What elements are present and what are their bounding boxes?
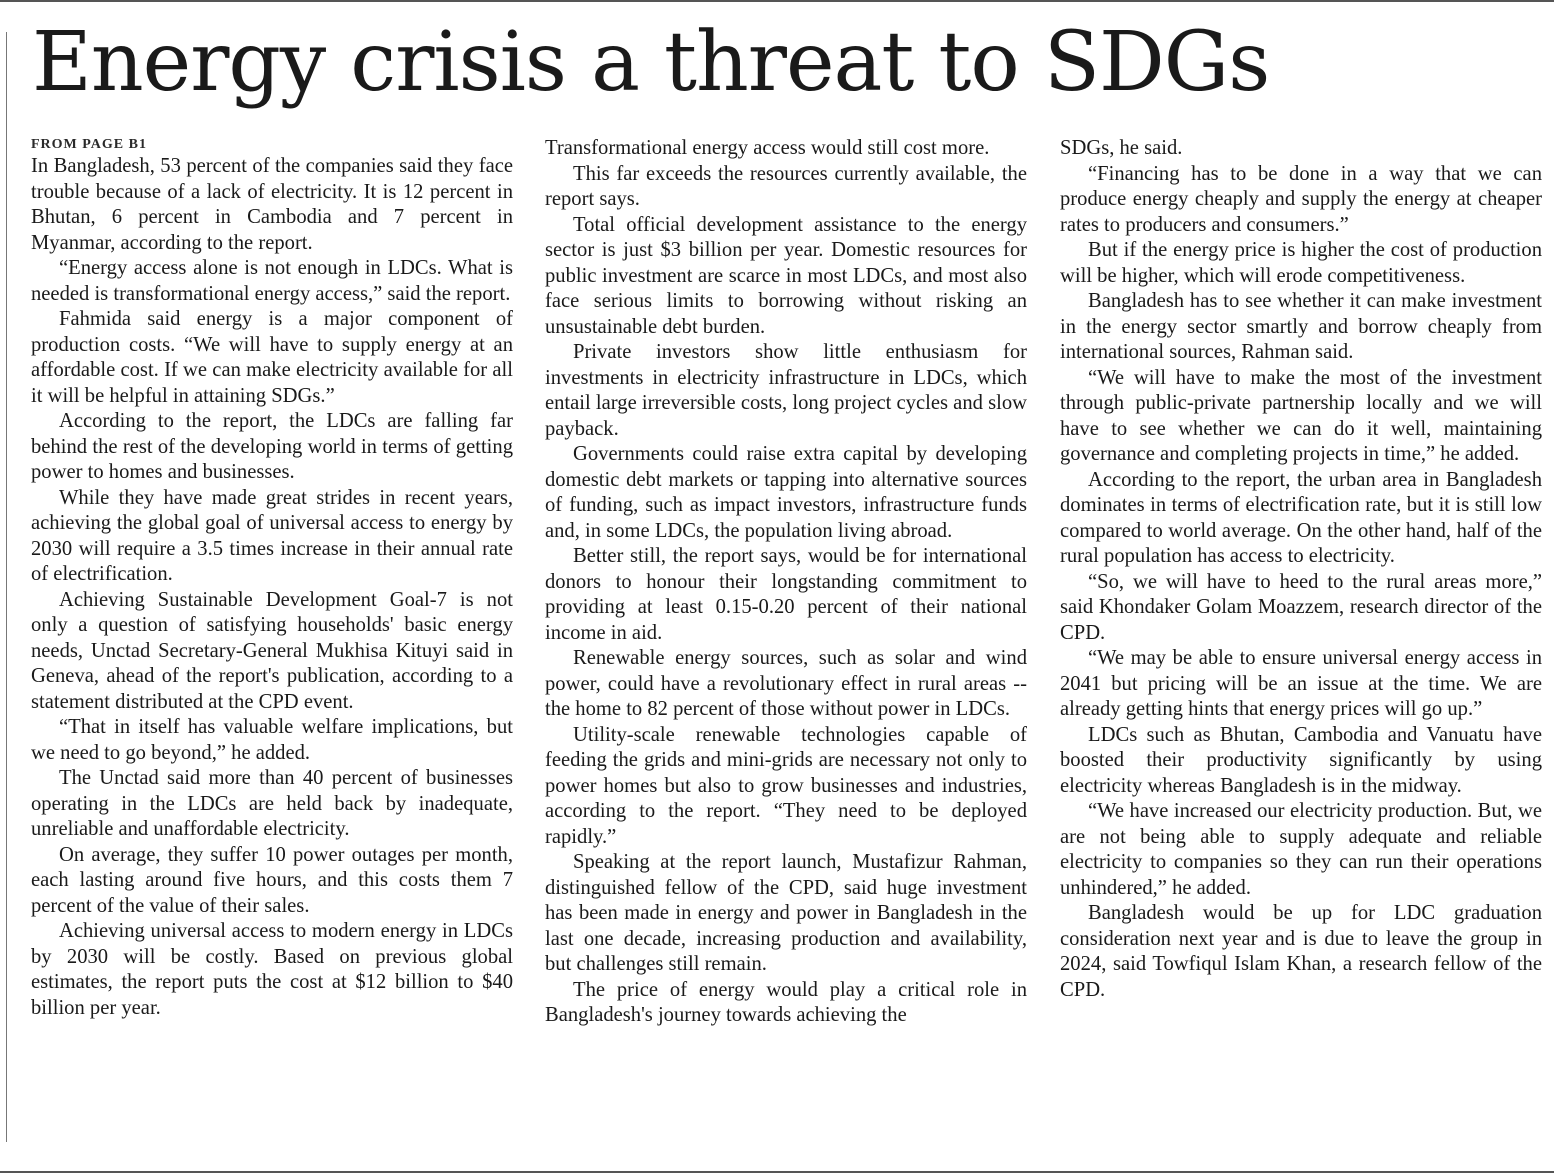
paragraph: “We may be able to ensure universal energy access in 2041 but pricing will be an issue at the time. We are already getting hints that energy prices will go up.”	[1060, 647, 1542, 720]
paragraph: According to the report, the urban area in Bangladesh dominates in terms of electrification rate, but it is still low compared to world average. On the other hand, half of the rural population has access to electricity.	[1060, 468, 1542, 567]
left-rule	[6, 32, 7, 1142]
jump-kicker: FROM PAGE B1	[31, 137, 147, 152]
paragraph: LDCs such as Bhutan, Cambodia and Vanuatu have boosted their productivity significantly by using electricity whereas Bangladesh is in the midway.	[1060, 723, 1542, 797]
paragraph: Better still, the report says, would be for international donors to honour their longstanding commitment to providing at least 0.15-0.20 percent of their national income in aid.	[545, 545, 1027, 644]
paragraph: Total official development assistance to the energy sector is just $3 billion per year. Domestic resources for public investment are scarce in most LDCs, and most also face serious limits to borrowing without risking an unsustainable debt burden.	[545, 213, 1027, 338]
paragraph: The Unctad said more than 40 percent of businesses operating in the LDCs are held back by inadequate, unreliable and unaffordable electricity.	[31, 767, 513, 840]
paragraph: “So, we will have to heed to the rural areas more,” said Khondaker Golam Moazzem, research director of the CPD.	[1060, 570, 1542, 644]
paragraph: Bangladesh would be up for LDC graduation consideration next year and is due to leave the group in 2024, said Towfiqul Islam Khan, a research fellow of the CPD.	[1060, 902, 1542, 1001]
paragraph: Governments could raise extra capital by developing domestic debt markets or tapping into alternative sources of funding, such as impact investors, infrastructure funds and, in some LDCs, the population living abroad.	[545, 443, 1027, 542]
paragraph: “We have increased our electricity production. But, we are not being able to supply adequate and reliable electricity to companies so they can run their operations unhindered,” he added.	[1060, 800, 1542, 899]
paragraph: Bangladesh has to see whether it can make investment in the energy sector smartly and borrow cheaply from international sources, Rahman said.	[1060, 290, 1542, 363]
bottom-rule	[0, 1171, 1554, 1173]
paragraph: Fahmida said energy is a major component of production costs. “We will have to supply energy at an affordable cost. If we can make electricity available for all it will be helpful in attaining SDGs.”	[31, 308, 513, 407]
paragraph: In Bangladesh, 53 percent of the companies said they face trouble because of a lack of electricity. It is 12 percent in Bhutan, 6 percent in Cambodia and 7 percent in Myanmar, according to the report.	[31, 155, 513, 254]
paragraph: “We will have to make the most of the investment through public-private partnership locally and we will have to see whether we can do it well, maintaining governance and completing projects in time,” he added.	[1060, 366, 1542, 465]
paragraph: On average, they suffer 10 power outages per month, each lasting around five hours, and this costs them 7 percent of the value of their sales.	[31, 843, 513, 917]
paragraph: Transformational energy access would still cost more.	[545, 137, 990, 159]
paragraph: The price of energy would play a critical role in Bangladesh's journey towards achieving the	[545, 978, 1027, 1026]
paragraph: While they have made great strides in recent years, achieving the global goal of universal access to energy by 2030 will require a 3.5 times increase in their annual rate of electrification.	[31, 486, 513, 585]
paragraph: “Financing has to be done in a way that we can produce energy cheaply and supply the energy at cheaper rates to producers and consumers.”	[1060, 162, 1542, 236]
top-rule	[0, 0, 1554, 2]
paragraph: According to the report, the LDCs are falling far behind the rest of the developing world in terms of getting power to homes and businesses.	[31, 410, 513, 483]
paragraph: SDGs, he said.	[1060, 137, 1183, 159]
paragraph: Speaking at the report launch, Mustafizur Rahman, distinguished fellow of the CPD, said huge investment has been made in energy and power in Bangladesh in the last one decade, increasing production and availability, but challenges still remain.	[545, 851, 1027, 975]
paragraph: Utility-scale renewable technologies capable of feeding the grids and mini-grids are necessary not only to power homes but also to grow businesses and industries, according to the report. “They need to be deployed rapidly.”	[545, 723, 1027, 848]
paragraph: Private investors show little enthusiasm for investments in electricity infrastructure in LDCs, which entail large irreversible costs, long project cycles and slow payback.	[545, 341, 1027, 440]
headline: Energy crisis a threat to SDGs	[32, 15, 1270, 110]
article-column-1	[31, 136, 513, 1021]
paragraph: Achieving Sustainable Development Goal-7 is not only a question of satisfying households' basic energy needs, Unctad Secretary-General Mukhisa Kituyi said in Geneva, ahead of the report's publication, according to a statement distributed at the CPD event.	[31, 588, 513, 713]
paragraph: “Energy access alone is not enough in LDCs. What is needed is transformational energy access,” said the report.	[31, 257, 513, 305]
paragraph: This far exceeds the resources currently available, the report says.	[545, 162, 1027, 210]
paragraph: But if the energy price is higher the cost of production will be higher, which will erode competitiveness.	[1060, 239, 1542, 287]
paragraph: Renewable energy sources, such as solar and wind power, could have a revolutionary effect in rural areas -- the home to 82 percent of those without power in LDCs.	[545, 647, 1027, 720]
paragraph: “That in itself has valuable welfare implications, but we need to go beyond,” he added.	[31, 716, 513, 764]
article-column-3	[1060, 136, 1542, 1003]
paragraph: Achieving universal access to modern energy in LDCs by 2030 will be costly. Based on previous global estimates, the report puts the cost at $12 billion to $40 billion per year.	[31, 920, 513, 1019]
article-column-2	[545, 136, 1027, 1029]
